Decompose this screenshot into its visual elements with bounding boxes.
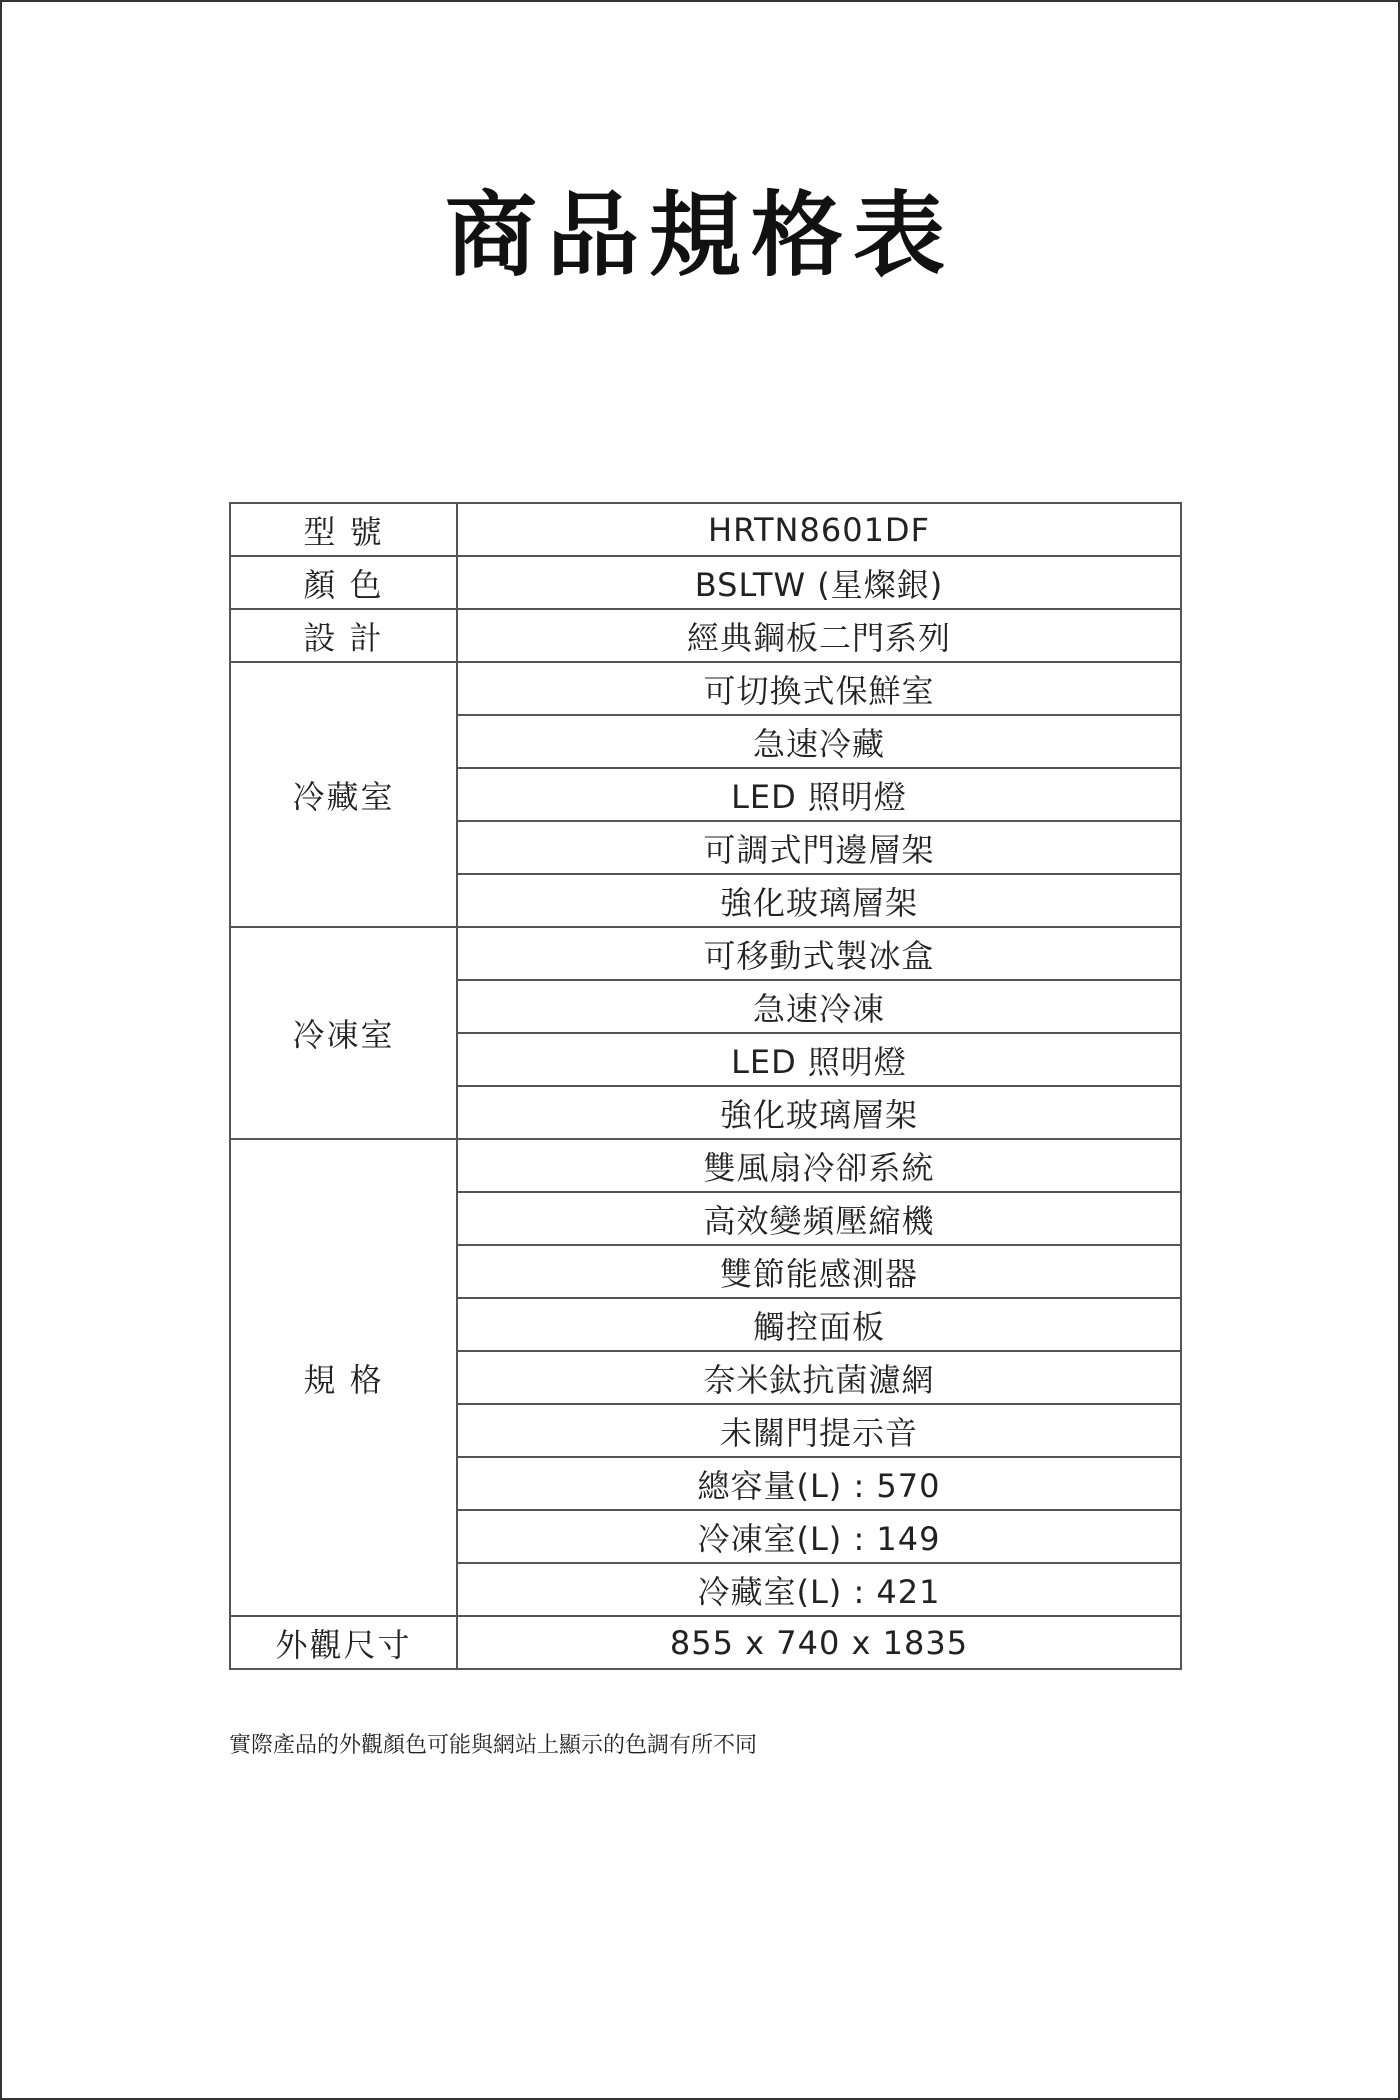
spec-value: 855 x 740 x 1835: [457, 1616, 1181, 1669]
spec-value: 總容量(L) : 570: [457, 1457, 1181, 1510]
spec-value: BSLTW (星燦銀): [457, 556, 1181, 609]
spec-label: 顏 色: [230, 556, 457, 609]
spec-row: [230, 662, 1181, 715]
spec-value: 觸控面板: [457, 1298, 1181, 1351]
spec-value: 可切換式保鮮室: [457, 662, 1181, 715]
page-title: 商品規格表: [444, 182, 955, 289]
spec-value: 強化玻璃層架: [457, 874, 1181, 927]
disclaimer-note: 實際產品的外觀顏色可能與網站上顯示的色調有所不同: [229, 1733, 758, 1758]
spec-value: 冷凍室(L) : 149: [457, 1510, 1181, 1563]
spec-label: 型 號: [230, 503, 457, 556]
spec-value: 經典鋼板二門系列: [457, 609, 1181, 662]
spec-table: [229, 502, 1182, 1670]
spec-value: 急速冷凍: [457, 980, 1181, 1033]
spec-row: [230, 927, 1181, 980]
spec-value: 冷藏室(L) : 421: [457, 1563, 1181, 1616]
spec-row: [230, 609, 1181, 662]
spec-value: LED 照明燈: [457, 768, 1181, 821]
spec-row: [230, 1139, 1181, 1192]
spec-value: 可調式門邊層架: [457, 821, 1181, 874]
spec-value: 未關門提示音: [457, 1404, 1181, 1457]
spec-value: 急速冷藏: [457, 715, 1181, 768]
spec-label: 冷凍室: [230, 927, 457, 1139]
spec-value: 高效變頻壓縮機: [457, 1192, 1181, 1245]
spec-row: [230, 503, 1181, 556]
spec-label: 設 計: [230, 609, 457, 662]
spec-row: [230, 556, 1181, 609]
spec-value: 強化玻璃層架: [457, 1086, 1181, 1139]
spec-value: 雙風扇冷卻系統: [457, 1139, 1181, 1192]
spec-label: 冷藏室: [230, 662, 457, 927]
spec-value: 奈米鈦抗菌濾網: [457, 1351, 1181, 1404]
spec-value: LED 照明燈: [457, 1033, 1181, 1086]
spec-label: 外觀尺寸: [230, 1616, 457, 1669]
spec-label: 規 格: [230, 1139, 457, 1616]
spec-value: 可移動式製冰盒: [457, 927, 1181, 980]
spec-table-body: [230, 503, 1181, 1669]
spec-value: HRTN8601DF: [457, 503, 1181, 556]
spec-row: [230, 1616, 1181, 1669]
spec-value: 雙節能感測器: [457, 1245, 1181, 1298]
